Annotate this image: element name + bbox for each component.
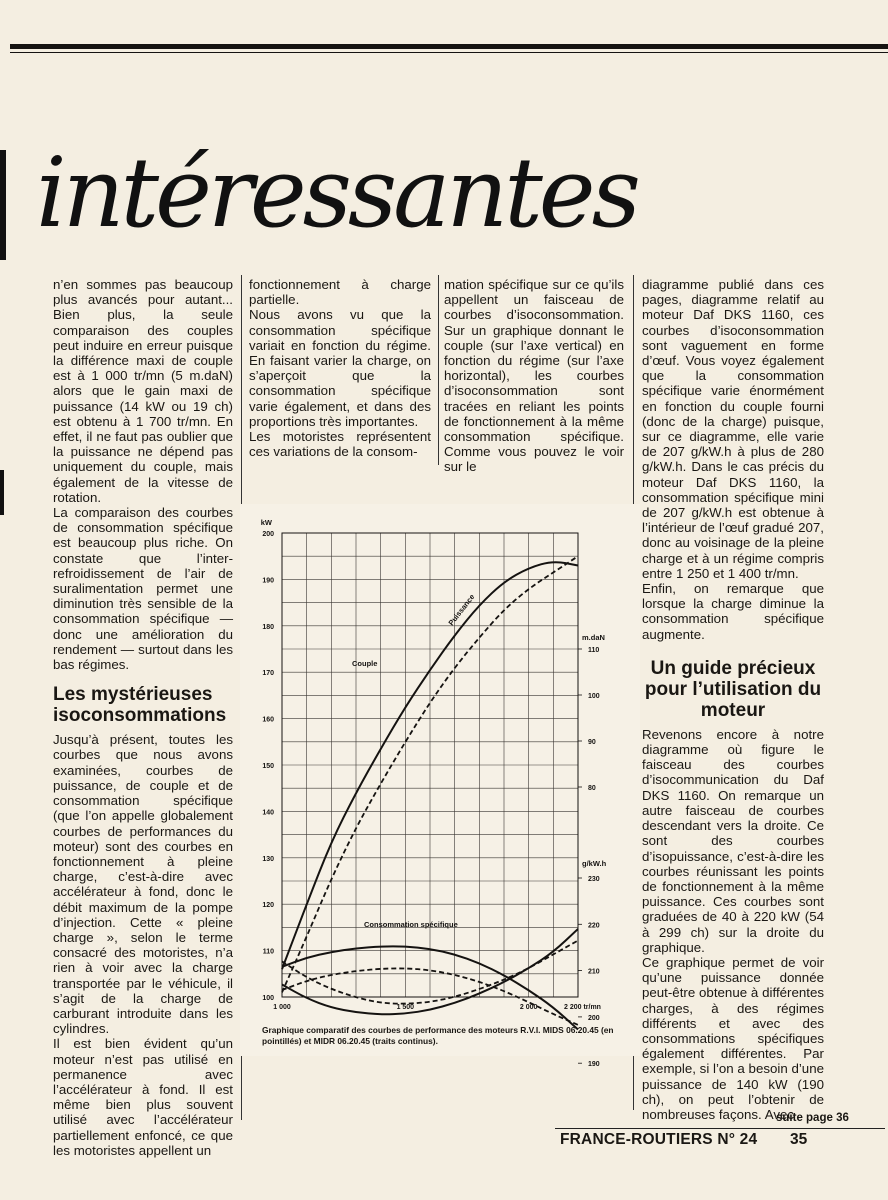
paragraph: Nous avons vu que la consommation spécifique variait en fonction du régime. En faisant varier la charge, on s’aperçoit que la consommation spécifique varie également, et dans des proportions très importantes.	[249, 307, 431, 429]
paragraph: n’en sommes pas beaucoup plus avancés pour autant... Bien plus, la seule comparaison des couples peut induire en erreur puisque la différence maxi de couple est à 1 000 tr/mn (5 m.daN) alors que le gain maxi de puissance (14 kW ou 19 ch) est obtenu à 1 700 tr/mn. En effet, il ne faut pas oublier que la puissance ne dépend pas uniquement du couple, mais également de la vitesse de rotation.	[53, 277, 233, 505]
x-tick-label: 1 000	[273, 1004, 291, 1011]
paragraph: Revenons encore à notre diagramme où figure le faisceau des courbes d’isocommunication du Daf DKS 1160. On remarque un autre faisceau de courbes descendant vers la droite. Ce sont des courbes d’isopuissance, c’est-à-dire les courbes réunissant les points de fonctionnement à la même puissance. Ces courbes sont graduées de 40 à 220 kW (54 à 299 ch) sur la droite du graphique.	[642, 726, 824, 955]
y-tick-label: 190	[262, 577, 274, 585]
y-tick-label: 170	[262, 670, 274, 678]
column-divider	[438, 275, 439, 465]
y-tick-label: 150	[262, 763, 274, 770]
y-tick-label: 110	[262, 948, 274, 956]
consumption-tick-label: 190	[588, 1061, 600, 1069]
chart-caption: Graphique comparatif des courbes de performance des moteurs R.V.I. MIDS 06.20.45 (en pointillés) et MIDR 06.20.45 (traits continus).	[262, 1025, 614, 1046]
consumption-tick-label: 230	[588, 876, 600, 883]
y-tick-label: 120	[262, 902, 274, 910]
text-column-4	[642, 277, 824, 1122]
paragraph: diagramme publié dans ces pages, diagramme relatif au moteur Daf DKS 1160, ces courbes d’isoconsommation sont vaguement en forme d’œuf. Vous voyez également que la consommation spécifique varie énormément en fonction du couple fourni (donc de la charge) puisque, sur ce diagramme, elle varie de 207 g/kW.h à plus de 280 g/kW.h. Dans le cas précis du moteur Daf DKS 1160, la consommation spécifique mini de 207 g/kW.h est obtenue à l’intérieur de l’œuf gradué 207, donc au voisinage de la pleine charge et à un régime compris entre 1 250 et 1 400 tr/mn.	[642, 277, 824, 581]
performance-chart	[240, 504, 640, 1069]
section-subhead: Les mystérieuses isoconsommations	[53, 684, 227, 727]
y-tick-label: 200	[262, 531, 274, 538]
y-axis-unit: kW	[260, 518, 272, 527]
magazine-name: FRANCE-ROUTIERS N° 24	[560, 1131, 758, 1148]
footer-rule	[555, 1128, 885, 1129]
torque-axis-unit: m.daN	[582, 633, 605, 642]
consumption-curve-label: Consommation spécifique	[364, 920, 458, 929]
paragraph: mation spécifique sur ce qu’ils appellent un faisceau de courbes d’isoconsommation. Sur un graphique donnant le couple (sur l’axe vertical) en fonction du régime (sur l’axe horizontal), les courbes d’isoconsommation sont tracées en reliant les points de fonctionnement à la même consommation spécifique. Comme vous pouvez le voir sur le	[444, 277, 624, 475]
torque-curve-label: Couple	[352, 659, 378, 668]
section-subhead: Un guide précieux pour l’utilisation du moteur	[644, 657, 822, 721]
paragraph: Ce graphique permet de voir qu’une puissance donnée peut-être obtenue à différentes charges, à des régimes différents et avec des consommations spécifiques également différentes. Par exemple, si l’on a besoin d’une puissance de 140 kW (190 ch), on peut l’obtenir de nombreuses façons. Avec	[642, 954, 824, 1122]
paragraph: Enfin, on remarque que lorsque la charge diminue la consommation spécifique augmente.	[642, 581, 824, 642]
performance-chart-svg	[240, 504, 640, 1069]
top-rule-thin	[10, 52, 888, 53]
paragraph: La comparaison des courbes de consommation spécifique est beaucoup plus riche. On constate que l’inter-refroidissement de l’air de suralimentation permet une diminution très sensible de la consommation spécifique — donc une amélioration du rendement — surtout dans les bas régimes.	[53, 505, 233, 673]
text-column-3	[444, 277, 624, 475]
y-tick-label: 160	[262, 716, 274, 724]
text-column-1	[53, 277, 233, 1158]
y-tick-label: 130	[262, 855, 274, 863]
torque-tick-label: 110	[588, 647, 600, 654]
continued-note: suite page 36	[776, 1112, 849, 1124]
x-tick-label: 1 500	[396, 1004, 415, 1011]
y-tick-label: 180	[262, 623, 274, 631]
consumption-tick-label: 220	[588, 922, 600, 930]
paragraph: Il est bien évident qu’un moteur n’est pas utilisé en permanence avec l’accélérateur à fond. Il est même bien plus souvent utilisé avec l’accélérateur partiellement enfoncé, ce que les motoristes appellent un	[53, 1036, 233, 1158]
headline: intéressantes	[36, 137, 637, 249]
page-number: 35	[790, 1131, 808, 1148]
consumption-axis-unit: g/kW.h	[582, 859, 607, 868]
paragraph: Les motoristes représentent ces variations de la consom-	[249, 429, 431, 460]
y-tick-label: 100	[262, 995, 274, 1002]
top-rule	[10, 44, 888, 49]
paragraph: fonctionnement à charge partielle.	[249, 277, 431, 308]
x-tick-label: 2 000	[519, 1004, 538, 1011]
x-tick-label: 2 200 tr/mn	[564, 1004, 601, 1011]
consumption-tick-label: 210	[588, 968, 600, 976]
paragraph: Jusqu’à présent, toutes les courbes que nous avons examinées, courbes de puissance, de couple et de consommation spécifique (que l’on appelle globalement courbes de performances du moteur) sont des courbes en fonctionnement à pleine charge, c’est-à-dire avec accélérateur à fond, donc le débit maximum de la pompe d’injection. Cette « pleine charge », selon le terme consacré des motoristes, n’a rien à voir avec la charge transportée par le véhicule, il s’agit de la charge de carburant introduite dans les cylindres.	[53, 732, 233, 1037]
power-curve-label: Puissance	[446, 592, 477, 628]
text-column-2	[249, 277, 431, 459]
torque-tick-label: 100	[588, 693, 600, 700]
torque-tick-label: 90	[588, 739, 596, 746]
page-edge-mark	[0, 150, 6, 260]
y-tick-label: 140	[262, 809, 274, 817]
page-edge-mark	[0, 470, 4, 515]
torque-tick-label: 80	[588, 785, 596, 792]
consumption-tick-label: 200	[588, 1014, 600, 1022]
